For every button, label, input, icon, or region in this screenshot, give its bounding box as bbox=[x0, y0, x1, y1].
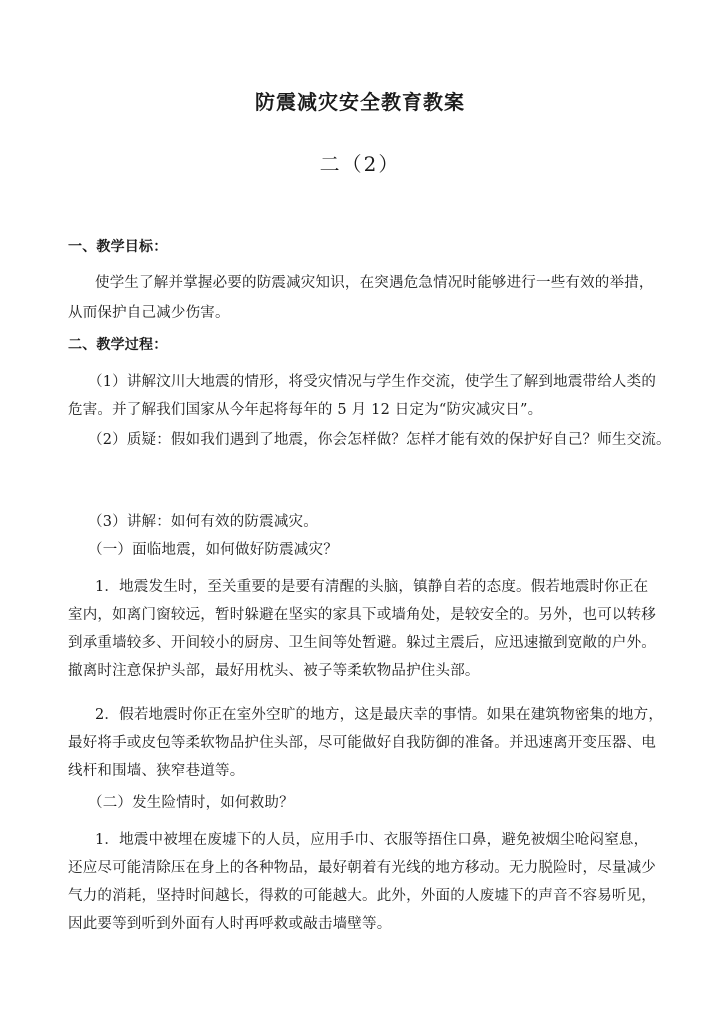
sub2-paragraph1-line: 还应尽可能清除压在身上的各种物品，最好朝着有光线的地方移动。无力脱险时，尽量减少 bbox=[68, 860, 656, 876]
section2-heading: 二、教学过程： bbox=[68, 337, 168, 353]
sub1-paragraph1-line: 1．地震发生时，至关重要的是要有清醒的头脑，镇静自若的态度。假若地震时你正在 bbox=[95, 579, 649, 595]
section1-line: 使学生了解并掌握必要的防震减灾知识，在突遇危急情况时能够进行一些有效的举措， bbox=[95, 275, 654, 291]
sub1-paragraph1-line: 室内，如离门窗较远，暂时躲避在坚实的家具下或墙角处，是较安全的。另外，也可以转移 bbox=[68, 607, 656, 623]
sub1-paragraph1-line: 到承重墙较多、开间较小的厨房、卫生间等处暂避。躲过主震后，应迅速撤到宽敞的户外。 bbox=[68, 635, 656, 651]
sub1-paragraph2-line: 线杆和围墙、狭窄巷道等。 bbox=[68, 763, 245, 779]
item1-line: （1）讲解汶川大地震的情形，将受灾情况与学生作交流，使学生了解到地震带给人类的 bbox=[88, 374, 657, 390]
item3-text: （3）讲解：如何有效的防震减灾。 bbox=[88, 514, 318, 530]
sub1-paragraph1-line: 撤离时注意保护头部，最好用枕头、被子等柔软物品护住头部。 bbox=[68, 663, 480, 679]
subsection1-heading: （一）面临地震，如何做好防震减灾？ bbox=[88, 542, 338, 558]
sub2-paragraph1-line: 1．地震中被埋在废墟下的人员，应用手巾、衣服等捂住口鼻，避免被烟尘呛闷窒息， bbox=[95, 832, 649, 848]
item2-text: （2）质疑：假如我们遇到了地震，你会怎样做？怎样才能有效的保护好自己？师生交流。 bbox=[88, 432, 671, 448]
sub1-paragraph2-line: 最好将手或皮包等柔软物品护住头部，尽可能做好自我防御的准备。并迅速离开变压器、电 bbox=[68, 735, 656, 751]
document-title: 防震减灾安全教育教案 bbox=[255, 90, 465, 114]
document-subtitle: 二（2） bbox=[319, 152, 401, 176]
section1-line: 从而保护自己减少伤害。 bbox=[68, 305, 230, 321]
section1-heading: 一、教学目标： bbox=[68, 239, 168, 255]
sub2-paragraph1-line: 气力的消耗，坚持时间越长，得救的可能越大。此外，外面的人废墟下的声音不容易听见， bbox=[68, 888, 656, 904]
subsection2-heading: （二）发生险情时，如何救助？ bbox=[88, 795, 294, 811]
item1-line: 危害。并了解我们国家从今年起将每年的 5 月 12 日定为“防灾减灾日”。 bbox=[68, 402, 543, 418]
sub1-paragraph2-line: 2．假若地震时你正在室外空旷的地方，这是最庆幸的事情。如果在建筑物密集的地方， bbox=[95, 707, 664, 723]
sub2-paragraph1-line: 因此要等到听到外面有人时再呼救或敲击墙壁等。 bbox=[68, 916, 392, 932]
